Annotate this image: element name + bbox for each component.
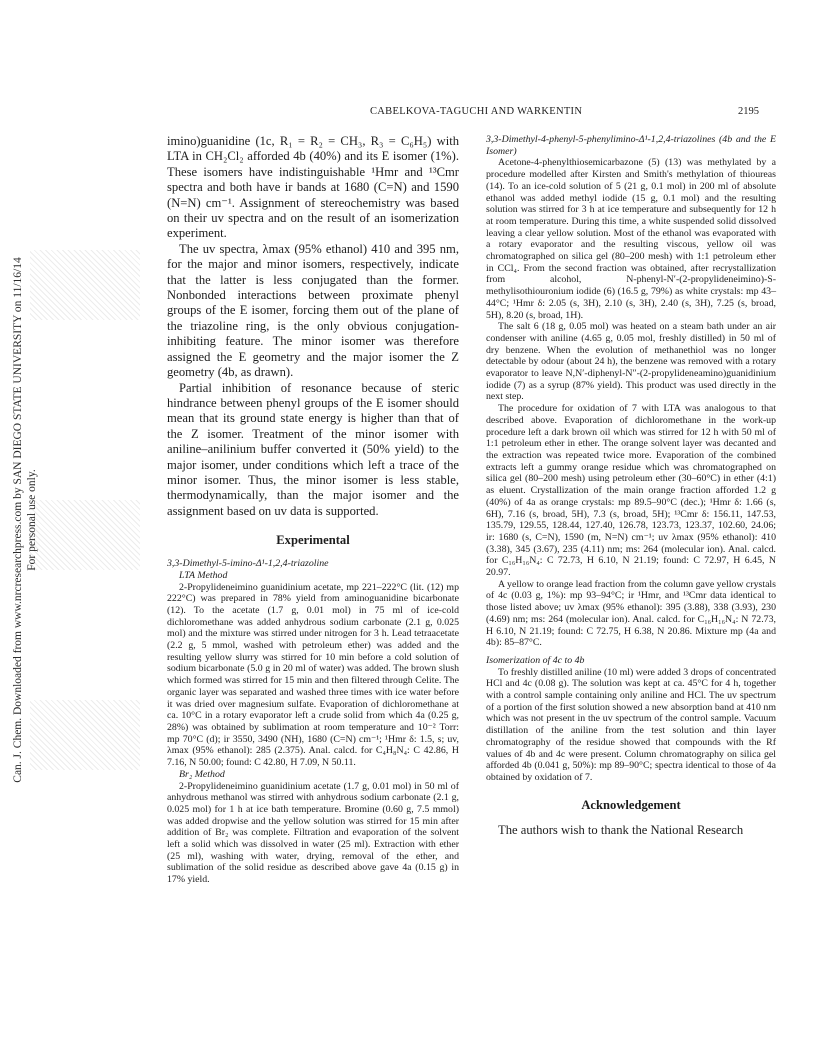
section-heading-acknowledgement: Acknowledgement	[581, 797, 681, 812]
paragraph: The authors wish to thank the National Research	[498, 822, 744, 837]
left-column	[167, 134, 459, 886]
subsection-heading: 3,3-Dimethyl-4-phenyl-5-phenylimino-Δ¹-1,2,4-triazolines (4b and the E Isomer)	[486, 134, 776, 157]
page-number: 2195	[738, 106, 759, 117]
method-heading: LTA Method	[179, 569, 228, 581]
paragraph: To freshly distilled aniline (10 ml) were added 3 drops of concentrated HCl and 4c (0.08 g). The solution was kept at ca. 45°C for 4 h, together with a control sample containing only aniline and HCl. The uv spectrum of a portion of the first solution showed a new absorption band at 410 nm which was not present in the uv spectrum of the control sample. Vacuum distillation of the aniline from the test solution and thin layer chromatography of the residue showed that compounds with the Rf values of 4b and 4c were present. Column chromatography on silica gel afforded 4b (0.041 g, 50%): mp 89–90°C; spectra identical to those of 4a obtained by oxidation of 7.	[486, 666, 776, 783]
paragraph: The uv spectra, λmax (95% ethanol) 410 and 395 nm, for the major and minor isomers, respectively, indicate that the latter is less conjugated than the former. Nonbonded interactions between proximate phenyl groups of the E isomer, forcing them out of the plane of the triazoline ring, is the only obvious conjugation-inhibiting feature. The minor isomer was therefore assigned the E geometry and the major isomer the Z geometry (4b, as drawn).	[167, 241, 459, 380]
scan-speckle	[30, 500, 140, 570]
watermark-line-1: Can. J. Chem. Downloaded from www.nrcresearchpress.com by SAN DIEGO STATE UNIVERSITY on 11/16/14	[12, 257, 24, 783]
paragraph: 2-Propylideneimino guanidinium acetate, mp 221–222°C (lit. (12) mp 222°C) was prepared in 78% yield from aminoguanidine bicarbonate (12). To the acetate (1.7 g, 0.01 mol) in 75 ml of ice-cold dichloromethane was added anhydrous sodium carbonate (2.1 g, 0.025 mol) and the mixture was stirred under nitrogen for 3 h. Lead tetraacetate (2.2 g, 5 mmol, washed with petroleum ether) was added and the resulting yellow slurry was stirred for 10 min before a cold solution of sodium bicarbonate (5.0 g in 20 ml of water) was added. The brown slush which formed was stirred for 15 min and then filtered through Celite. The organic layer was separated and washed three times with ice water before it was dried over magnesium sulfate. Evaporation of dichloromethane at ca. 10°C in a rotary evaporator left a crude solid from which 4a (0.25 g, 28%) was obtained by sublimation at room temperature and 10⁻² Torr: mp 70°C (d); ir 3550, 3490 (NH), 1680 (C=N) cm⁻¹; ¹Hmr δ: 1.5, s; uv, λmax (95% ethanol): 285 (2.375). Anal. calcd. for C₄H₈N₄: C 42.86, H 7.16, N 50.00; found: C 42.80, H 7.09, N 50.11.	[167, 581, 459, 769]
page-header	[0, 106, 813, 120]
right-column	[486, 134, 776, 838]
section-heading-experimental: Experimental	[276, 533, 350, 548]
paragraph: A yellow to orange lead fraction from the column gave yellow crystals of 4c (0.03 g, 1%): mp 93–94°C; ir ¹Hmr, and ¹³Cmr data identical to those listed above; uv λmax (95% ethanol): 395 (3.88), 338 (3.93), 230 (4.69) nm; ms: 264 (molecular ion). Anal. calcd. for C₁₆H₁₆N₄: N 72.73, H 6.10, N 21.19; found: C 72.75, H 6.38, N 20.86. Mixture mp (4a and 4b): 85–87°C.	[486, 578, 776, 649]
scan-speckle	[30, 700, 140, 770]
paragraph: Acetone-4-phenylthiosemicarbazone (5) (13) was methylated by a procedure modelled after Kirsten and Smith's methylation of thioureas (14). To an ice-cold solution of 5 (21 g, 0.1 mol) in 200 ml of absolute ethanol was added methyl iodide (15 g, 0.1 mol) and the resulting solution was stirred for 3 h at ice temperature and subsequently for 12 h at room temperature. During this time, a white suspended solid dissolved leaving a clear yellow solution. Most of the ethanol was evaporated with a rotary evaporator and the resulting viscous, yellow oil was chromatographed on silica gel (80–200 mesh) with 1:1 petroleum ether in CCl₄. From the second fraction was obtained, after recrystallization from alcohol, N-phenyl-N′-(2-propylideneimino)-S-methylisothiouronium iodide (6) (16.5 g, 79%) as white crystals: mp 43–44°C; ¹Hmr δ: 2.05 (s, 3H), 2.10 (s, 3H), 2.40 (s, 3H), 7.25 (s, broad, 5H), 8.20 (s, broad, 1H).	[486, 157, 776, 321]
scan-speckle	[30, 250, 140, 320]
paragraph: imino)guanidine (1c, R₁ = R₂ = CH₃, R₃ = C₆H₅) with LTA in CH₂Cl₂ afforded 4b (40%) and its E isomer (1%). These isomers have indistinguishable ¹Hmr and ¹³Cmr spectra and both have ir bands at 1680 (C=N) and 1590 (N=N) cm⁻¹. Assignment of stereochemistry was based on their uv spectra and on the result of an isomerization experiment.	[167, 134, 459, 241]
paragraph: The salt 6 (18 g, 0.05 mol) was heated on a steam bath under an air condenser with aniline (4.65 g, 0.05 mol, freshly distilled) in 50 ml of dry benzene. When the evolution of methanethiol was no longer detectable by odour (about 24 h), the benzene was removed with a rotary evaporator to leave N,N′-diphenyl-N″-(2-propylideneamino)guanidinium iodide (7) as a syrup (87% yield). This product was used directly in the next step.	[486, 321, 776, 403]
watermark-line-2: For personal use only.	[25, 469, 38, 571]
running-head: CABELKOVA-TAGUCHI AND WARKENTIN	[370, 106, 583, 117]
paragraph: 2-Propylideneimino guanidinium acetate (1.7 g, 0.01 mol) in 50 ml of anhydrous methanol was stirred with anhydrous sodium carbonate (2.1 g, 0.025 mol) for 1 h at ice bath temperature. Bromine (0.60 g, 7.5 mmol) was added dropwise and the yellow solution was stirred for 15 min after addition of Br₂ was complete. Filtration and evaporation of the solvent left a solid which was dissolved in water (25 ml). Extraction with ether (25 ml), washing with water, drying, removal of the ether, and sublimation of the solid residue as described above gave 4a (0.15 g) in 17% yield.	[167, 780, 459, 886]
paragraph: The procedure for oxidation of 7 with LTA was analogous to that described above. Evaporation of dichloromethane in the work-up procedure left a dark brown oil which was stirred for 12 h with 50 ml of 1:1 petroleum ether in ether. The orange solvent layer was decanted and the extraction was repeated twice more. Evaporation of the combined extracts left a gummy orange residue which was chromatographed on silica gel (80–200 mesh) using petroleum ether (30–60°C) in ether (4:1) as eluent. Crystallization of the main orange fraction afforded 1.2 g (40%) of 4a as orange crystals: mp 89.5–90°C (dec.); ¹Hmr δ: 1.66 (s, 6H), 7.16 (s, broad, 5H), 7.3 (s, broad, 5H); ¹³Cmr δ: 156.11, 147.53, 135.79, 129.55, 128.44, 127.40, 126.78, 123.73, 123.37, 102.60, 24.06; ir: 1680 (s, C=N), 1590 (m, N=N) cm⁻¹; uv λmax (95% ethanol): 410 (3.38), 345 (3.67), 235 (4.11) nm; ms: 264 (molecular ion). Anal. calcd. for C₁₆H₁₆N₄: C 72.73, H 6.10, N 21.19; found: C 72.97, H 6.45, N 20.97.	[486, 403, 776, 579]
method-heading: Br₂ Method	[179, 768, 225, 780]
subsection-heading: Isomerization of 4c to 4b	[486, 654, 585, 666]
paragraph: Partial inhibition of resonance because of steric hindrance between phenyl groups of the E isomer should mean that its ground state energy is higher than that of the Z isomer. Treatment of the minor isomer with aniline–anilinium buffer converted it (50% yield) to the major isomer, under conditions which left a trace of the minor isomer. Thus, the minor isomer is less stable, thermodynamically, than the major isomer and the assignment based on uv data is supported.	[167, 380, 459, 518]
subsection-heading: 3,3-Dimethyl-5-imino-Δ¹-1,2,4-triazoline	[167, 558, 329, 570]
download-watermark	[12, 160, 42, 880]
